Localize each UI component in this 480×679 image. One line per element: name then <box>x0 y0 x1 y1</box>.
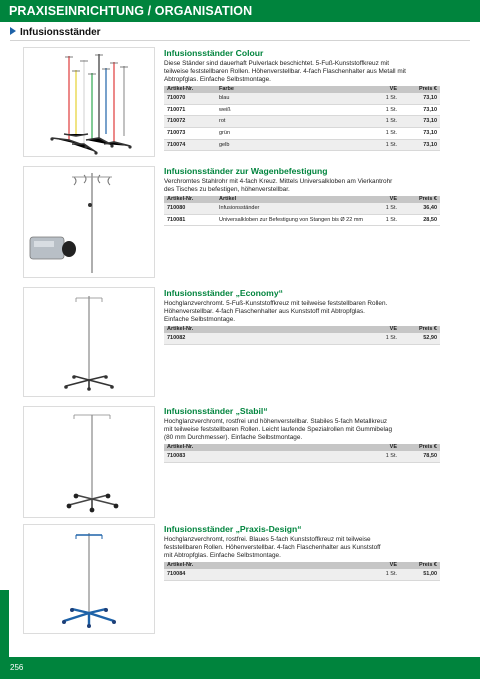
desc-line: teilweise feststellbaren Rollen. Höhenverstellbar. 4-fach Flaschenhalter aus Metall mit <box>164 68 406 76</box>
column-header: VE <box>368 196 400 203</box>
unit: 1 St. <box>368 104 400 116</box>
column-header: VE <box>368 562 400 569</box>
article-text: Universalkloben zur Befestigung von Stangen bis Ø 22 mm <box>216 214 368 226</box>
table-row <box>164 116 440 128</box>
column-header: Artikel-Nr. <box>164 444 216 451</box>
table-row <box>164 128 440 140</box>
product-table <box>164 562 440 581</box>
product-description <box>164 536 440 560</box>
column-header: Artikel-Nr. <box>164 196 216 203</box>
column-header: Preis € <box>400 444 440 451</box>
product-image-economy <box>23 287 155 397</box>
table-header <box>164 86 440 93</box>
product-title: Infusionsständer „Stabil“ <box>164 406 268 416</box>
price: 36,40 <box>400 203 440 214</box>
column-header: Artikel-Nr. <box>164 86 216 93</box>
article-number: 710074 <box>164 139 216 151</box>
table-row <box>164 214 440 226</box>
footer-bar <box>0 657 480 679</box>
article-text <box>216 333 368 344</box>
desc-line: Höhenverstellbar. 4-fach Flaschenhalter aus Kunststoff mit Abtropfglas. <box>164 308 365 316</box>
table-row <box>164 139 440 151</box>
table-row <box>164 104 440 116</box>
desc-line: des Tisches zu befestigen, höhenverstellbar. <box>164 186 290 194</box>
column-header: Artikel <box>216 196 368 203</box>
unit: 1 St. <box>368 451 400 462</box>
product-description <box>164 300 440 324</box>
product-table <box>164 86 440 151</box>
article-number: 710084 <box>164 569 216 580</box>
desc-line: Hochglanzverchromt, rostfrei. Blaues 5-fach Kunststoffkreuz mit teilweise <box>164 536 371 543</box>
arrow-icon <box>10 27 16 35</box>
article-number: 710072 <box>164 116 216 128</box>
product-stabil <box>164 406 440 463</box>
column-header <box>216 444 368 451</box>
article-number: 710083 <box>164 451 216 462</box>
side-tab <box>0 590 9 657</box>
table-row <box>164 569 440 580</box>
column-header: Preis € <box>400 196 440 203</box>
desc-line: Abtropfglas. Einfache Selbstmontage. <box>164 76 271 84</box>
product-description <box>164 60 440 84</box>
table-row <box>164 333 440 344</box>
column-header: Artikel-Nr. <box>164 326 216 333</box>
header-title: PRAXISEINRICHTUNG / ORGANISATION <box>9 4 253 18</box>
article-text: weiß <box>216 104 368 116</box>
unit: 1 St. <box>368 203 400 214</box>
article-text <box>216 451 368 462</box>
price: 73,10 <box>400 93 440 104</box>
column-header <box>216 562 368 569</box>
section-heading <box>10 27 101 38</box>
column-header: VE <box>368 86 400 93</box>
price: 52,90 <box>400 333 440 344</box>
desc-line: mit Abtropfglas. Einfache Selbstmontage. <box>164 552 281 560</box>
unit: 1 St. <box>368 116 400 128</box>
desc-line: mit teilweise feststellbaren Rollen. Leicht laufende Spezialrollen mit Gummibelag <box>164 426 393 434</box>
article-number: 710071 <box>164 104 216 116</box>
product-table <box>164 326 440 345</box>
column-header: Farbe <box>216 86 368 93</box>
unit: 1 St. <box>368 93 400 104</box>
product-wagenbefestigung <box>164 166 440 226</box>
product-image-praxis-design <box>23 524 155 634</box>
article-text: rot <box>216 116 368 128</box>
column-header: Preis € <box>400 86 440 93</box>
product-colour <box>164 48 440 151</box>
article-number: 710073 <box>164 128 216 140</box>
product-image-colour <box>23 47 155 157</box>
article-text: blau <box>216 93 368 104</box>
price: 78,50 <box>400 451 440 462</box>
product-praxis-design <box>164 524 440 581</box>
article-number: 710081 <box>164 214 216 226</box>
desc-line: feststellbaren Rollen. Höhenverstellbar. 4-fach Flaschenhalter aus Kunststoff <box>164 544 381 552</box>
price: 73,10 <box>400 128 440 140</box>
header-bar <box>0 0 480 22</box>
product-table <box>164 444 440 463</box>
column-header: Preis € <box>400 562 440 569</box>
section-title: Infusionsständer <box>20 27 101 38</box>
price: 73,10 <box>400 139 440 151</box>
table-header <box>164 196 440 203</box>
price: 73,10 <box>400 104 440 116</box>
product-description <box>164 178 440 194</box>
article-text: grün <box>216 128 368 140</box>
price: 51,00 <box>400 569 440 580</box>
product-table <box>164 196 440 226</box>
product-image-stabil <box>23 406 155 518</box>
desc-line: Hochglanzverchromt, rostfrei und höhenverstellbar. Stabiles 5-fach Metallkreuz <box>164 418 388 425</box>
desc-line: (80 mm Durchmesser). Einfache Selbstmontage. <box>164 434 303 442</box>
product-image-wagenbefestigung <box>23 166 155 278</box>
page-number: 256 <box>10 663 24 672</box>
product-economy <box>164 288 440 345</box>
column-header: Preis € <box>400 326 440 333</box>
table-row <box>164 93 440 104</box>
product-title: Infusionsständer zur Wagenbefestigung <box>164 166 328 176</box>
desc-line: Diese Ständer sind dauerhaft Pulverlack beschichtet. 5-Fuß-Kunststoffkreuz mit <box>164 60 390 67</box>
article-number: 710082 <box>164 333 216 344</box>
article-number: 710070 <box>164 93 216 104</box>
price: 28,50 <box>400 214 440 226</box>
column-header: VE <box>368 444 400 451</box>
unit: 1 St. <box>368 214 400 226</box>
desc-line: Hochglanzverchromt. 5-Fuß-Kunststoffkreuz mit teilweise feststellbaren Rollen. <box>164 300 388 307</box>
article-text: gelb <box>216 139 368 151</box>
unit: 1 St. <box>368 128 400 140</box>
table-row <box>164 203 440 214</box>
desc-line: Einfache Selbstmontage. <box>164 316 236 324</box>
table-header <box>164 326 440 333</box>
article-text: Infusionsständer <box>216 203 368 214</box>
column-header: Artikel-Nr. <box>164 562 216 569</box>
column-header: VE <box>368 326 400 333</box>
desc-line: Verchromtes Stahlrohr mit 4-fach Kreuz. Mittels Universalkloben am Vierkantrohr <box>164 178 393 185</box>
unit: 1 St. <box>368 139 400 151</box>
column-header <box>216 326 368 333</box>
product-description <box>164 418 440 442</box>
unit: 1 St. <box>368 569 400 580</box>
article-text <box>216 569 368 580</box>
product-title: Infusionsständer „Economy“ <box>164 288 283 298</box>
table-header <box>164 562 440 569</box>
product-title: Infusionsständer „Praxis-Design“ <box>164 524 302 534</box>
divider <box>10 40 470 41</box>
price: 73,10 <box>400 116 440 128</box>
product-title: Infusionsständer Colour <box>164 48 264 58</box>
unit: 1 St. <box>368 333 400 344</box>
table-row <box>164 451 440 462</box>
article-number: 710080 <box>164 203 216 214</box>
table-header <box>164 444 440 451</box>
